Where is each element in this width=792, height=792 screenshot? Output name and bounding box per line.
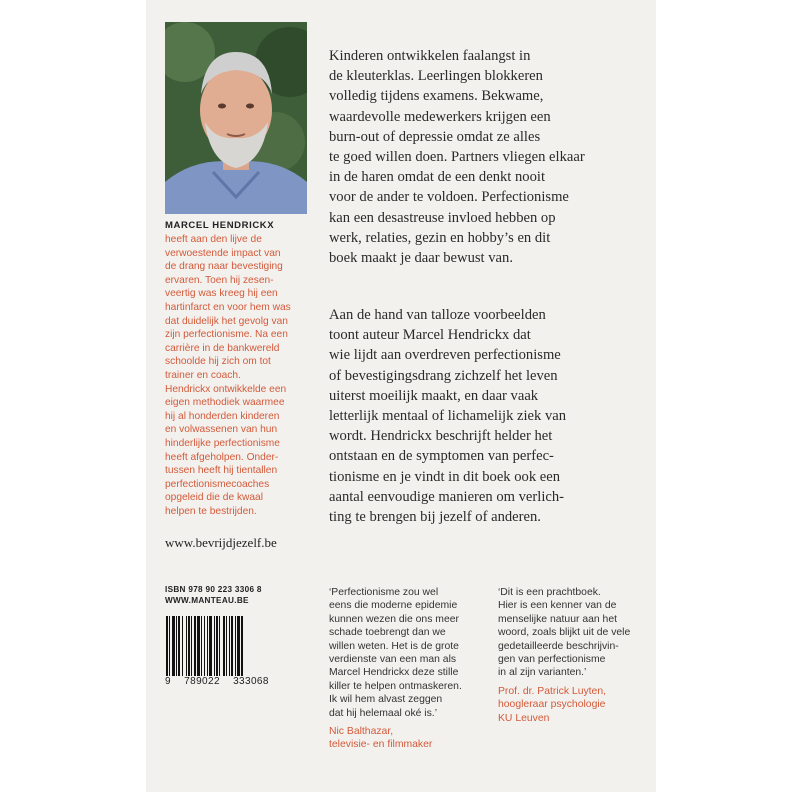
quote-1-text: ‘Perfectionisme zou wel eens die moderne epidemie kunnen wezen die ons meer schade toebrengt dan we willen weten. Het is de grote verdienste van een man als Marcel Hendrickx deze stille killer te helpen ontmaskeren. Ik wil hem alvast zeggen dat hij helemaal oké is.’ — [329, 587, 462, 719]
author-name: MARCEL HENDRICKX — [165, 220, 275, 231]
author-bio: heeft aan den lijve de verwoestende impact van de drang naar bevestiging ervaren. Toen hij zesen- veertig was kreeg hij een hartinfarct en voor hem was dat duidelijk het gevolg van zijn perfectionisme. Na een carrière in de bankwereld schoolde hij zich om tot trainer en coach. Hendrickx ontwikkelde een eigen methodiek waarmee hij al honderden kinderen en volwassenen van hun hinderlijke perfectionisme heeft afgeholpen. Onder- tussen heeft hij tientallen perfectionismecoaches opgeleid die de kwaal helpen te bestrijden. — [165, 234, 291, 517]
barcode-digits: 9 789022 333068 — [165, 676, 269, 687]
publisher-url: WWW.MANTEAU.BE — [165, 596, 249, 605]
quote-2-attribution: Prof. dr. Patrick Luyten, hoogleraar psychologie KU Leuven — [498, 686, 606, 724]
blurb-paragraph-1: Kinderen ontwikkelen faalangst in de kleuterklas. Leerlingen blokkeren volledig tijdens examens. Bekwame, waardevolle medewerkers krijgen een burn-out of depressie omdat ze alles te goed willen doen. Partners vliegen elkaar in de haren omdat de een denkt nooit voor de ander te voldoen. Perfectionisme kan een desastreuse invloed hebben op werk, relaties, gezin en hobby’s en dit boek maakt je daar bewust van. — [329, 48, 585, 267]
isbn-block — [165, 584, 262, 606]
isbn-number: ISBN 978 90 223 3306 8 — [165, 585, 262, 594]
quote-1-attribution: Nic Balthazar, televisie- en filmmaker — [329, 726, 433, 751]
author-photo — [165, 22, 307, 214]
quote-2-text: ‘Dit is een prachtboek. Hier is een kenner van de menselijke natuur aan het woord, zoals blijkt uit de vele gedetailleerde beschrijvin- gen van perfectionisme in al zijn varianten.’ — [498, 587, 631, 679]
barcode — [165, 616, 287, 676]
author-website: www.bevrijdjezelf.be — [165, 535, 277, 550]
blurb-paragraph-2: Aan de hand van talloze voorbeelden toont auteur Marcel Hendrickx dat wie lijdt aan overdreven perfectionisme of bevestigingsdrang zichzelf het leven uiterst moeilijk maakt, en daar vaak letterlijk mentaal of lichamelijk ziek van wordt. Hendrickx beschrijft helder het ontstaan en de symptomen van perfec- tionisme en je vindt in dit boek ook een aantal eenvoudige manieren om verlich- ting te brengen bij jezelf of anderen. — [329, 307, 567, 526]
